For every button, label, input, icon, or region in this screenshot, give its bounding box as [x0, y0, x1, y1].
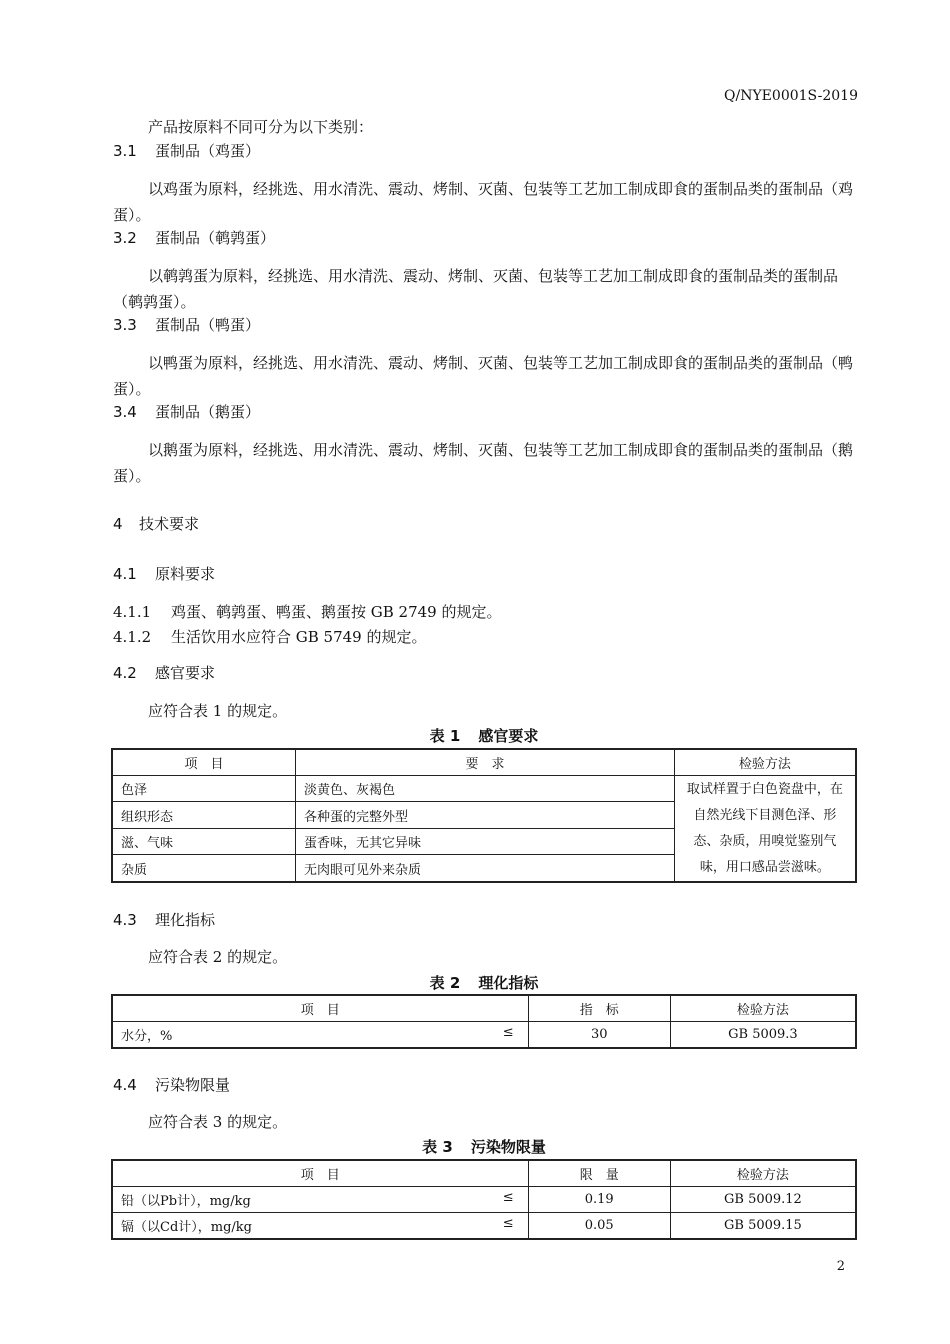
- heading-number: 3.2: [113, 229, 137, 247]
- table-cell: 各种蛋的完整外型: [296, 802, 675, 828]
- heading-number: 3.3: [113, 316, 137, 334]
- item-text: 鸡蛋、鹌鹑蛋、鸭蛋、鹅蛋按 GB 2749 的规定。: [171, 603, 502, 621]
- table-cell: 0.19: [528, 1187, 670, 1213]
- heading-title: 蛋制品（鸭蛋）: [155, 316, 261, 334]
- item-label: 镉（以Cd计），mg/kg: [121, 1220, 252, 1235]
- heading-number: 4.4: [113, 1076, 137, 1094]
- table-3: [111, 1159, 857, 1240]
- heading-number: 3.4: [113, 403, 137, 421]
- heading-4-1: [113, 563, 215, 584]
- column-header: 要 求: [296, 749, 675, 776]
- table-cell: [112, 1022, 528, 1049]
- heading-title: 蛋制品（鹌鹑蛋）: [155, 229, 276, 247]
- column-header: 项 目: [112, 1160, 528, 1187]
- heading-number: 4.3: [113, 911, 137, 929]
- caption-title: 理化指标: [478, 974, 539, 992]
- paragraph-4-3: 应符合表 2 的规定。: [148, 948, 288, 966]
- column-header: 限 量: [528, 1160, 670, 1187]
- table-cell: 淡黄色、灰褐色: [296, 776, 675, 802]
- heading-title: 蛋制品（鸡蛋）: [155, 142, 261, 160]
- table-1: [111, 748, 857, 883]
- table-cell: 30: [528, 1022, 670, 1049]
- caption-title: 感官要求: [478, 727, 539, 745]
- paragraph-3-3: 以鸭蛋为原料，经挑选、用水清洗、震动、烤制、灭菌、包装等工艺加工制成即食的蛋制品类的蛋制品（鸭蛋）。: [113, 354, 854, 398]
- table-3-caption: [111, 1136, 857, 1157]
- caption-number: 表 3: [422, 1138, 453, 1156]
- table-2: [111, 994, 857, 1049]
- heading-4: [113, 513, 199, 534]
- table-cell: GB 5009.12: [670, 1187, 856, 1213]
- table-cell: 蛋香味，无其它异味: [296, 828, 675, 854]
- heading-title: 蛋制品（鹅蛋）: [155, 403, 261, 421]
- column-header: 项 目: [112, 995, 528, 1022]
- table-cell: 杂质: [112, 855, 296, 882]
- table-header-row: [112, 995, 856, 1022]
- caption-number: 表 2: [429, 974, 461, 992]
- heading-title: 原料要求: [155, 565, 216, 583]
- table-row: [112, 1022, 856, 1049]
- table-header-row: [112, 1160, 856, 1187]
- comparison-operator: ≤: [502, 1216, 514, 1231]
- caption-title: 污染物限量: [470, 1138, 546, 1156]
- caption-number: 表 1: [429, 727, 461, 745]
- column-header: 检验方法: [674, 749, 856, 776]
- table-row: [112, 1187, 856, 1213]
- heading-title: 技术要求: [139, 515, 200, 533]
- heading-4-4: [113, 1074, 230, 1095]
- table-cell: 0.05: [528, 1213, 670, 1240]
- heading-title: 污染物限量: [155, 1076, 231, 1094]
- heading-number: 4: [113, 515, 123, 533]
- heading-3-4: [113, 401, 260, 422]
- heading-3-3: [113, 314, 260, 335]
- heading-number: 4.1: [113, 565, 137, 583]
- table-cell: [112, 1213, 528, 1240]
- column-header: 检验方法: [670, 1160, 856, 1187]
- comparison-operator: ≤: [502, 1025, 514, 1040]
- table-cell: 滋、气味: [112, 828, 296, 854]
- intro-text: 产品按原料不同可分为以下类别：: [148, 118, 374, 136]
- table-cell: [112, 1187, 528, 1213]
- heading-4-2: [113, 662, 215, 683]
- comparison-operator: ≤: [502, 1190, 514, 1205]
- heading-number: 4.2: [113, 664, 137, 682]
- table-header-row: [112, 749, 856, 776]
- page-number: 2: [836, 1259, 845, 1274]
- table-2-caption: [111, 972, 857, 993]
- table-row: [112, 776, 856, 802]
- paragraph-3-1: 以鸡蛋为原料，经挑选、用水清洗、震动、烤制、灭菌、包装等工艺加工制成即食的蛋制品类的蛋制品（鸡蛋）。: [113, 180, 854, 224]
- heading-4-3: [113, 909, 215, 930]
- inspection-method-cell: 取试样置于白色瓷盘中，在自然光线下目测色泽、形态、杂质，用嗅觉鉴别气味，用口感品尝滋味。: [674, 776, 856, 883]
- paragraph-3-4: 以鹅蛋为原料，经挑选、用水清洗、震动、烤制、灭菌、包装等工艺加工制成即食的蛋制品类的蛋制品（鹅蛋）。: [113, 441, 854, 485]
- column-header: 指 标: [528, 995, 670, 1022]
- item-number: 4.1.1: [113, 603, 152, 621]
- paragraph-3-2: 以鹌鹑蛋为原料，经挑选、用水清洗、震动、烤制、灭菌、包装等工艺加工制成即食的蛋制品类的蛋制品（鹌鹑蛋）。: [113, 267, 839, 311]
- item-label: 铅（以Pb计），mg/kg: [121, 1194, 251, 1209]
- heading-3-1: [113, 140, 260, 161]
- table-cell: 组织形态: [112, 802, 296, 828]
- table-1-caption: [111, 725, 857, 746]
- heading-title: 理化指标: [155, 911, 216, 929]
- table-cell: GB 5009.15: [670, 1213, 856, 1240]
- table-cell: 色泽: [112, 776, 296, 802]
- document-code: Q/NYE0001S-2019: [724, 88, 858, 104]
- column-header: 检验方法: [670, 995, 856, 1022]
- item-number: 4.1.2: [113, 628, 152, 646]
- heading-3-2: [113, 227, 275, 248]
- table-cell: GB 5009.3: [670, 1022, 856, 1049]
- item-4-1-1: [113, 599, 502, 625]
- column-header: 项 目: [112, 749, 296, 776]
- item-label: 水分，%: [121, 1029, 173, 1044]
- paragraph-4-4: 应符合表 3 的规定。: [148, 1113, 288, 1131]
- item-text: 生活饮用水应符合 GB 5749 的规定。: [171, 628, 427, 646]
- table-cell: 无肉眼可见外来杂质: [296, 855, 675, 882]
- paragraph-4-2: 应符合表 1 的规定。: [148, 702, 288, 720]
- item-4-1-2: [113, 624, 427, 650]
- heading-number: 3.1: [113, 142, 137, 160]
- heading-title: 感官要求: [155, 664, 216, 682]
- table-row: [112, 1213, 856, 1240]
